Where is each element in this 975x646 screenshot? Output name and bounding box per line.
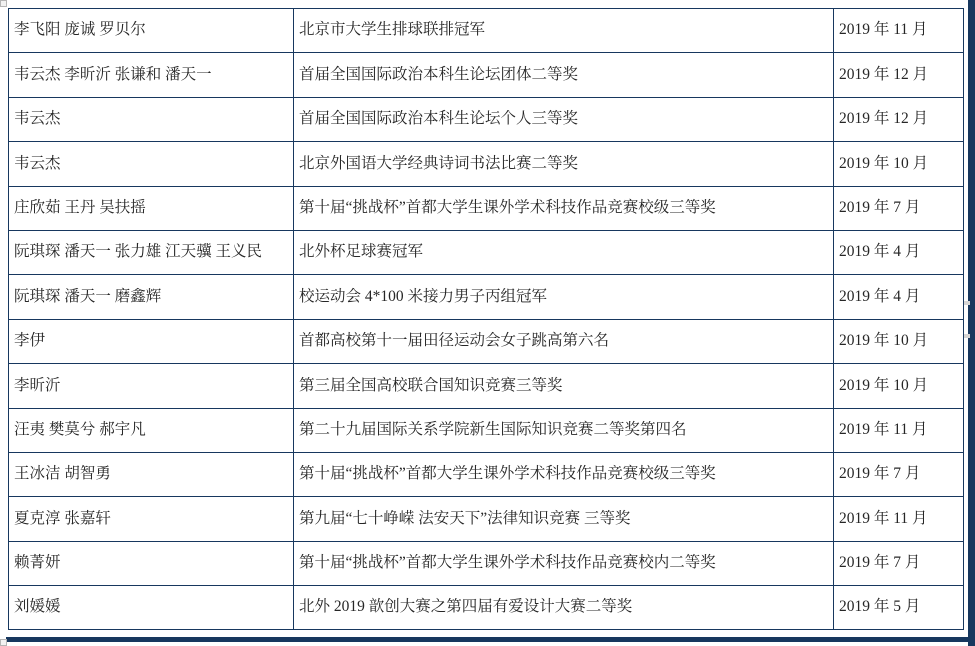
table-row (9, 497, 964, 541)
cell-date: 2019 年 4 月 (834, 230, 964, 274)
cell-date: 2019 年 7 月 (834, 541, 964, 585)
table-row (9, 142, 964, 186)
cell-award: 北京市大学生排球联排冠军 (294, 9, 834, 53)
table-resize-handle[interactable] (0, 639, 7, 646)
table-row (9, 586, 964, 630)
cell-award: 第二十九届国际关系学院新生国际知识竞赛二等奖第四名 (294, 408, 834, 452)
cell-names: 李飞阳 庞诚 罗贝尔 (9, 9, 294, 53)
cell-names: 夏克淳 张嘉轩 (9, 497, 294, 541)
cell-names: 李昕沂 (9, 364, 294, 408)
cell-award: 第三届全国高校联合国知识竞赛三等奖 (294, 364, 834, 408)
cell-award: 校运动会 4*100 米接力男子丙组冠军 (294, 275, 834, 319)
table-row (9, 319, 964, 363)
cell-names: 韦云杰 (9, 97, 294, 141)
cell-date: 2019 年 12 月 (834, 97, 964, 141)
table-row (9, 452, 964, 496)
cell-date: 2019 年 10 月 (834, 364, 964, 408)
cell-names: 赖菁妍 (9, 541, 294, 585)
cell-date: 2019 年 11 月 (834, 497, 964, 541)
table-row (9, 97, 964, 141)
cell-award: 北外 2019 歆创大赛之第四届有爱设计大赛二等奖 (294, 586, 834, 630)
cell-names: 汪夷 樊莫兮 郝宇凡 (9, 408, 294, 452)
cell-date: 2019 年 7 月 (834, 186, 964, 230)
cell-date: 2019 年 12 月 (834, 53, 964, 97)
table-row (9, 275, 964, 319)
cell-names: 王冰洁 胡智勇 (9, 452, 294, 496)
table-move-handle[interactable] (0, 0, 7, 7)
cell-award: 第十届“挑战杯”首都大学生课外学术科技作品竞赛校级三等奖 (294, 452, 834, 496)
cell-award: 首届全国国际政治本科生论坛个人三等奖 (294, 97, 834, 141)
cell-award: 首届全国国际政治本科生论坛团体二等奖 (294, 53, 834, 97)
cell-date: 2019 年 10 月 (834, 142, 964, 186)
cell-names: 韦云杰 李昕沂 张谦和 潘天一 (9, 53, 294, 97)
cell-date: 2019 年 10 月 (834, 319, 964, 363)
cell-award: 第十届“挑战杯”首都大学生课外学术科技作品竞赛校内二等奖 (294, 541, 834, 585)
cell-names: 韦云杰 (9, 142, 294, 186)
table-row (9, 364, 964, 408)
cell-names: 阮琪琛 潘天一 磨鑫辉 (9, 275, 294, 319)
cell-award: 第九届“七十峥嵘 法安天下”法律知识竞赛 三等奖 (294, 497, 834, 541)
table-row (9, 9, 964, 53)
table-row (9, 186, 964, 230)
right-edge-mark (964, 301, 970, 305)
cell-award: 北京外国语大学经典诗词书法比赛二等奖 (294, 142, 834, 186)
table-row (9, 230, 964, 274)
cell-award: 首都高校第十一届田径运动会女子跳高第六名 (294, 319, 834, 363)
cell-date: 2019 年 5 月 (834, 586, 964, 630)
table-outer-border-right (968, 0, 975, 646)
table-outer-border-bottom (6, 637, 975, 642)
cell-date: 2019 年 11 月 (834, 9, 964, 53)
cell-names: 庄欣茹 王丹 吴扶摇 (9, 186, 294, 230)
right-edge-mark (964, 334, 970, 338)
cell-names: 阮琪琛 潘天一 张力雄 江天骥 王义民 (9, 230, 294, 274)
table-row (9, 408, 964, 452)
cell-names: 刘媛媛 (9, 586, 294, 630)
table-row (9, 541, 964, 585)
cell-names: 李伊 (9, 319, 294, 363)
cell-award: 第十届“挑战杯”首都大学生课外学术科技作品竞赛校级三等奖 (294, 186, 834, 230)
table-row (9, 53, 964, 97)
awards-table-body (9, 9, 964, 630)
cell-date: 2019 年 11 月 (834, 408, 964, 452)
awards-table (8, 8, 964, 630)
cell-date: 2019 年 7 月 (834, 452, 964, 496)
cell-award: 北外杯足球赛冠军 (294, 230, 834, 274)
cell-date: 2019 年 4 月 (834, 275, 964, 319)
